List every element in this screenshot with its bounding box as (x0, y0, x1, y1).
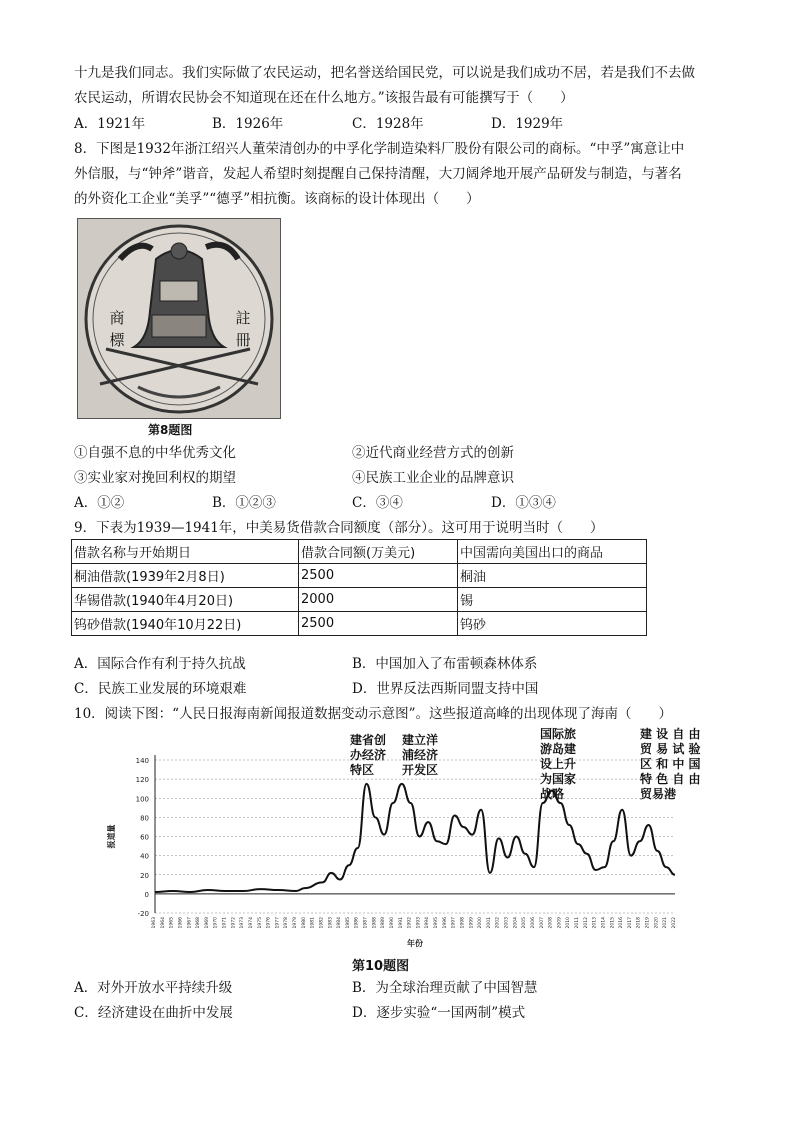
x-tick-label: 2022 (672, 917, 677, 929)
x-tick-label: 1996 (442, 917, 448, 929)
y-tick-label: 80 (140, 814, 149, 823)
x-tick-label: 2016 (619, 917, 625, 929)
x-tick-label: 2001 (486, 917, 492, 929)
x-tick-label: 1995 (434, 917, 440, 929)
x-tick-label: 1967 (187, 917, 193, 929)
y-tick-label: 40 (140, 852, 149, 861)
q8-statement-2: ②近代商业经营方式的创新 (352, 445, 514, 461)
x-tick-label: 1989 (381, 917, 387, 929)
y-tick-label: 100 (135, 795, 149, 804)
x-tick-label: 2018 (636, 917, 642, 929)
report-count-chart (100, 727, 704, 950)
x-tick-label: 2000 (478, 917, 484, 929)
q8-option-a: A．①② (74, 495, 125, 511)
y-tick-label: 120 (135, 776, 149, 785)
series-line (155, 784, 675, 892)
table-cell: 2500 (299, 612, 458, 636)
x-tick-label: 1985 (345, 917, 351, 929)
x-tick-label: 1964 (160, 917, 166, 929)
x-tick-label: 2021 (663, 917, 669, 929)
x-tick-label: 1966 (178, 917, 184, 929)
q8-statement-4: ④民族工业企业的品牌意识 (352, 470, 514, 486)
q8-statement-3: ③实业家对挽回利权的期望 (74, 470, 236, 486)
x-tick-label: 1987 (363, 917, 369, 929)
x-tick-label: 2006 (530, 917, 536, 929)
table-cell: 2000 (299, 588, 458, 612)
y-tick-label: -20 (137, 910, 149, 918)
q9-option-b: B．中国加入了布雷顿森林体系 (352, 656, 538, 672)
q8-stem-line1: 8．下图是1932年浙江绍兴人董荣清创办的中孚化学制造染料厂股份有限公司的商标。“中孚”寓意让中 (74, 141, 685, 157)
x-tick-label: 1974 (248, 917, 254, 929)
x-tick-label: 1965 (169, 917, 175, 929)
x-tick-label: 1993 (416, 917, 422, 929)
x-tick-label: 2019 (645, 917, 651, 929)
x-tick-label: 1972 (231, 917, 237, 929)
x-tick-label: 1969 (204, 917, 210, 929)
q7-stem-line2: 农民运动，所谓农民协会不知道现在还在什么地方。”该报告最有可能撰写于（ ） (74, 90, 574, 106)
table-row (72, 612, 647, 636)
trademark-right-text: 註冊 (235, 309, 251, 349)
x-tick-label: 2003 (504, 917, 510, 929)
q8-figure-caption: 第8题图 (148, 423, 193, 437)
table-row (72, 588, 647, 612)
x-tick-label: 2012 (583, 917, 589, 929)
x-tick-label: 2014 (601, 917, 607, 929)
table-header-cell: 中国需向美国出口的商品 (458, 540, 647, 564)
x-tick-label: 1970 (213, 917, 219, 929)
y-tick-label: 60 (140, 833, 149, 842)
x-tick-label: 2013 (592, 917, 598, 929)
y-tick-label: 140 (135, 757, 149, 765)
table-cell: 钨砂借款(1940年10月22日) (72, 612, 299, 636)
x-tick-label: 1978 (284, 917, 290, 929)
q9-option-c: C．民族工业发展的环境艰难 (74, 681, 247, 697)
x-tick-label: 2002 (495, 917, 501, 929)
table-cell: 2500 (299, 564, 458, 588)
q7-option-b: B．1926年 (212, 116, 284, 132)
q7-stem-line1: 十九是我们同志。我们实际做了农民运动，把名誉送给国民党，可以说是我们成功不居，若是我们不去做 (74, 65, 695, 81)
x-tick-label: 1976 (266, 917, 272, 929)
table-header-cell: 借款名称与开始期日 (72, 540, 299, 564)
x-tick-label: 1991 (398, 917, 404, 929)
q8-option-d: D．①③④ (491, 495, 556, 511)
q10-option-c: C．经济建设在曲折中发展 (74, 1005, 233, 1021)
x-tick-label: 1988 (372, 917, 378, 929)
x-tick-label: 1982 (319, 917, 325, 929)
x-tick-label: 2005 (522, 917, 528, 929)
x-tick-label: 2020 (654, 917, 660, 929)
x-tick-label: 2004 (513, 917, 519, 929)
x-tick-label: 1986 (354, 917, 360, 929)
q10-stem: 10．阅读下图：“人民日报海南新闻报道数据变动示意图”。这些报道高峰的出现体现了海南（ ） (74, 706, 672, 722)
x-tick-label: 1980 (301, 917, 307, 929)
x-tick-label: 1973 (240, 917, 246, 929)
y-tick-label: 20 (140, 871, 149, 880)
x-tick-label: 1999 (469, 917, 475, 929)
q10-figure-caption: 第10题图 (352, 959, 410, 974)
annotation-label: 国际旅 游岛建 设上升 为国家 战略 (540, 727, 577, 801)
x-tick-label: 1963 (152, 917, 157, 929)
x-tick-label: 2009 (557, 917, 563, 929)
table-cell: 钨砂 (458, 612, 647, 636)
x-tick-label: 2008 (548, 917, 554, 929)
annotation-free-trade-port-grid: 建 设 自 由 贸 易 试 验 区 和 中 国 特 色 自 由 贸易港 (640, 727, 701, 801)
y-tick-label: 0 (144, 890, 149, 899)
q7-option-a: A．1921年 (74, 116, 146, 132)
loan-table (71, 539, 647, 636)
x-tick-label: 2010 (566, 917, 572, 929)
x-tick-label: 1983 (328, 917, 334, 929)
x-tick-label: 1998 (460, 917, 466, 929)
q8-stem-line2: 外信服，与“钟斧”谐音，发起人希望时刻提醒自己保持清醒，大刀阔斧地开展产品研发与制造，与著名 (74, 166, 682, 182)
q8-option-c: C．③④ (352, 495, 403, 511)
x-tick-label: 2011 (575, 917, 581, 929)
annotation-label: 建省创 办经济 特区 (350, 733, 387, 777)
q9-option-a: A．国际合作有利于持久抗战 (74, 656, 246, 672)
table-cell: 桐油借款(1939年2月8日) (72, 564, 299, 588)
q9-stem: 9．下表为1939—1941年，中美易货借款合同额度（部分）。这可用于说明当时（ ） (74, 520, 604, 536)
trademark-left-text: 商標 (109, 309, 125, 349)
x-tick-label: 1994 (425, 917, 431, 929)
x-axis-label: 年份 (407, 939, 423, 948)
table-header-cell: 借款合同额(万美元) (299, 540, 458, 564)
x-tick-label: 1981 (310, 917, 316, 929)
q8-option-b: B．①②③ (212, 495, 276, 511)
q10-option-b: B．为全球治理贡献了中国智慧 (352, 980, 538, 996)
x-tick-label: 1968 (196, 917, 202, 929)
table-cell: 锡 (458, 588, 647, 612)
x-tick-label: 1990 (389, 917, 395, 929)
x-tick-label: 2007 (539, 917, 545, 929)
x-tick-label: 1971 (222, 917, 228, 929)
trademark-image (77, 218, 281, 419)
y-axis-label: 报道量 (107, 824, 116, 849)
table-cell: 桐油 (458, 564, 647, 588)
q7-option-d: D．1929年 (491, 116, 564, 132)
table-header-row (72, 540, 647, 564)
table-row (72, 564, 647, 588)
q8-statement-1: ①自强不息的中华优秀文化 (74, 445, 236, 461)
annotation-label: 建立洋 浦经济 开发区 (402, 733, 439, 777)
x-tick-label: 1977 (275, 917, 281, 929)
x-tick-label: 1984 (337, 917, 343, 929)
q10-option-a: A．对外开放水平持续升级 (74, 980, 233, 996)
q7-option-c: C．1928年 (352, 116, 424, 132)
x-tick-label: 1992 (407, 917, 413, 929)
x-tick-label: 1975 (257, 917, 263, 929)
q10-option-d: D．逐步实验“一国两制”模式 (352, 1005, 526, 1021)
q9-option-d: D．世界反法西斯同盟支持中国 (352, 681, 539, 697)
table-cell: 华锡借款(1940年4月20日) (72, 588, 299, 612)
x-tick-label: 1997 (451, 917, 457, 929)
x-tick-label: 2017 (627, 917, 633, 929)
x-tick-label: 2015 (610, 917, 616, 929)
x-tick-label: 1979 (293, 917, 299, 929)
q8-stem-line3: 的外资化工企业“美孚”“德孚”相抗衡。该商标的设计体现出（ ） (74, 191, 480, 207)
